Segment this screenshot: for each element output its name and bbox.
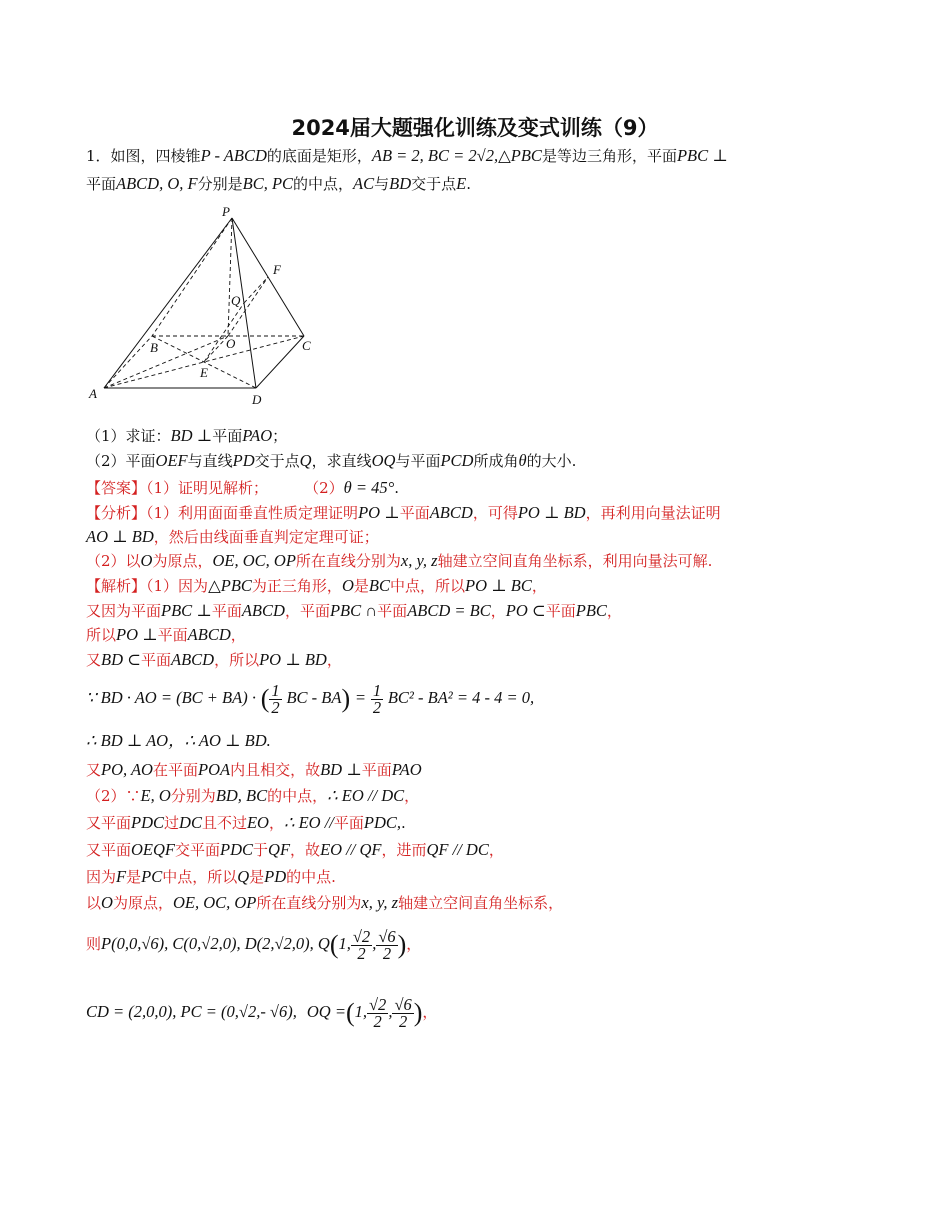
edge-AB — [104, 336, 152, 388]
text: 所以 — [86, 626, 117, 644]
math: ABCD = BC — [407, 601, 491, 620]
text: 平面 — [157, 626, 188, 644]
text: （1）利用面面垂直性质定理证明 — [146, 504, 359, 522]
math: θ = 45° — [343, 478, 395, 497]
numerator: 1 — [271, 680, 280, 700]
paren-open: ( — [329, 930, 339, 959]
text: ，然后由线面垂直判定定理可证； — [153, 528, 379, 546]
math: ∴ EO // — [283, 813, 334, 832]
math: PDC — [220, 840, 254, 859]
edge-PB — [152, 218, 232, 336]
math: ABCD — [170, 650, 215, 669]
text: 平面 — [86, 175, 117, 193]
paren-open: ( — [345, 998, 355, 1027]
math: PO ⊥ BC — [464, 576, 532, 595]
text: 平面 — [140, 651, 171, 669]
label-B: B — [150, 340, 158, 355]
text: 是 — [126, 868, 142, 886]
analysis-line-3 — [86, 551, 712, 571]
text: 以 — [86, 894, 102, 912]
problem-line-2 — [86, 174, 471, 194]
solution-line-4 — [86, 650, 342, 670]
math: PO, AO — [101, 760, 153, 779]
page-title: 2024届大题强化训练及变式训练（9） — [291, 116, 659, 140]
math: OE, OC, OP — [172, 893, 257, 912]
text: 内且相交，故 — [230, 761, 321, 779]
solution-line-11 — [86, 893, 563, 913]
analysis-line-1 — [86, 503, 721, 523]
text: 中点，所以 — [162, 868, 238, 886]
fraction-sqrt2-over-2 — [351, 926, 372, 963]
text: ，平面 — [284, 602, 330, 620]
solution-line-8 — [86, 813, 406, 833]
solution-line-6 — [86, 760, 422, 780]
text: 在平面 — [152, 761, 198, 779]
math: ∴ BD ⊥ AO，∴ AO ⊥ BD. — [86, 731, 271, 750]
math: OE, OC, OP — [212, 551, 296, 570]
text: （2）∵ — [86, 787, 141, 805]
text: ， — [230, 626, 246, 644]
text: 平面 — [545, 602, 576, 620]
solution-line-7 — [86, 786, 419, 806]
text: 是 — [249, 868, 265, 886]
text: . — [401, 814, 406, 832]
text: 为原点， — [152, 552, 213, 570]
fraction-sqrt2-over-2 — [367, 994, 388, 1031]
pyramid-figure — [80, 200, 330, 415]
text: 的底面是矩形， — [266, 147, 372, 165]
solution-vectors — [86, 990, 437, 1035]
paren-close: ) — [413, 998, 423, 1027]
text: 又 — [86, 651, 102, 669]
seg-AO — [104, 336, 228, 388]
answer-line — [86, 478, 399, 498]
text: （2） — [304, 479, 344, 497]
text: 是等边三角形，平面 — [541, 147, 677, 165]
seg-PO — [228, 218, 232, 336]
text: 为正三角形， — [251, 577, 342, 595]
math: PAO — [391, 760, 422, 779]
text: ， — [490, 602, 506, 620]
label-D: D — [252, 392, 262, 407]
label-F: F — [273, 262, 281, 277]
seg-OE — [204, 336, 228, 362]
solution-line-3 — [86, 625, 246, 645]
text: 且不过 — [201, 814, 247, 832]
math: Q — [299, 451, 312, 470]
math: △PBC — [208, 576, 252, 595]
math: PD — [232, 451, 255, 470]
math: OQ = — [306, 1002, 346, 1021]
text: （2）以 — [86, 552, 141, 570]
denominator: 2 — [382, 943, 392, 963]
text: 所在直线分别为 — [295, 552, 401, 570]
question-2 — [86, 451, 576, 471]
text: ， — [406, 935, 422, 953]
text: 所在直线分别为 — [256, 894, 362, 912]
text: 的大小. — [526, 452, 577, 470]
text: ，求直线 — [311, 452, 372, 470]
text: ，可得 — [472, 504, 518, 522]
numerator: 1 — [372, 680, 382, 700]
text: 交于点 — [254, 452, 300, 470]
label-O: O — [226, 336, 236, 351]
text: ， — [422, 1003, 438, 1021]
math: PDC, — [363, 813, 402, 832]
text: 又 — [86, 761, 102, 779]
solution-tag: 【解析】 — [86, 577, 147, 595]
math: PCD — [440, 451, 474, 470]
math: Q — [237, 867, 250, 886]
label-A: A — [89, 386, 97, 401]
text: 平面 — [361, 761, 392, 779]
edge-PA — [104, 218, 232, 388]
math: PO ⊥ — [358, 503, 400, 522]
label-E: E — [200, 365, 208, 380]
math: PBC ⊥ — [676, 146, 728, 165]
text: 平面 — [333, 814, 364, 832]
math: BC, PC — [242, 174, 294, 193]
math: BD, BC — [215, 786, 268, 805]
text: （1）求证： — [86, 427, 171, 445]
math: AB = 2, BC = 2√2,△PBC — [371, 146, 542, 165]
fraction-sqrt6-over-2 — [376, 926, 397, 963]
paren-close: ) — [341, 684, 351, 713]
label-C: C — [302, 338, 311, 353]
numerator: √6 — [394, 994, 412, 1014]
math: PAO — [242, 426, 273, 445]
text: 于 — [253, 841, 269, 859]
label-P: P — [222, 204, 230, 219]
math: QF // DC — [426, 840, 489, 859]
math: BD ⊥ — [170, 426, 213, 445]
math: EO — [246, 813, 269, 832]
text: 轴建立空间直角坐标系， — [398, 894, 564, 912]
paren-open: ( — [260, 684, 270, 713]
math: EO // QF — [320, 840, 382, 859]
text: 交于点 — [411, 175, 457, 193]
edge-DC — [256, 336, 304, 388]
text: 又因为平面 — [86, 602, 162, 620]
text: 的中点， — [267, 787, 328, 805]
math: P - ABCD — [200, 146, 267, 165]
analysis-line-2 — [86, 527, 379, 547]
solution-line-2 — [86, 601, 622, 621]
analysis-tag: 【分析】 — [86, 504, 147, 522]
math: DC — [179, 813, 202, 832]
math: OEQF — [131, 840, 176, 859]
math: BD — [389, 174, 412, 193]
math: O — [140, 551, 153, 570]
math: E, O — [140, 786, 171, 805]
math: PO ⊥ — [116, 625, 158, 644]
math: x, y, z — [400, 551, 438, 570]
math: F — [116, 867, 127, 886]
text: ， — [488, 841, 504, 859]
math: ABCD, O, F — [116, 174, 198, 193]
text: 平面 — [377, 602, 408, 620]
math: PBC — [575, 601, 607, 620]
denominator: 2 — [271, 697, 280, 717]
fraction-half — [269, 680, 281, 717]
text: ，进而 — [381, 841, 427, 859]
text: 平面 — [399, 504, 430, 522]
text: ，故 — [290, 841, 321, 859]
math: O — [341, 576, 354, 595]
solution-line-1 — [86, 576, 547, 596]
text: ，再利用向量法证明 — [585, 504, 721, 522]
text: 与平面 — [395, 452, 441, 470]
text: ， — [606, 602, 622, 620]
math: PD — [264, 867, 287, 886]
math: AO ⊥ BD — [86, 527, 154, 546]
math: BC² - BA² = 4 - 4 = 0, — [387, 688, 535, 707]
text: 交平面 — [175, 841, 221, 859]
text: ， — [326, 651, 342, 669]
text: 又平面 — [86, 841, 132, 859]
math: BD ⊂ — [101, 650, 141, 669]
equation-dot-product — [86, 678, 534, 719]
solution-line-10 — [86, 867, 336, 887]
text: . — [466, 175, 472, 193]
denominator: 2 — [357, 943, 366, 963]
label-Q: Q — [231, 293, 241, 308]
solution-line-9 — [86, 840, 504, 860]
problem-line-1 — [86, 146, 728, 166]
math: OQ — [371, 451, 396, 470]
math: , — [372, 934, 377, 953]
math: = — [354, 688, 367, 707]
numerator: √2 — [352, 926, 371, 946]
math: ∵ BD · AO = (BC + BA) · — [86, 688, 256, 707]
math: O — [101, 893, 113, 912]
math: OEF — [155, 451, 188, 470]
math: PO ⊥ BD — [517, 503, 586, 522]
math: BD ⊥ — [320, 760, 362, 779]
math: PO ⊂ — [505, 601, 546, 620]
text: 又平面 — [86, 814, 132, 832]
text: 中点，所以 — [389, 577, 465, 595]
paren-close: ) — [397, 930, 407, 959]
text: ，所以 — [214, 651, 260, 669]
solution-line-5 — [86, 731, 271, 751]
math: AC — [353, 174, 375, 193]
denominator: 2 — [398, 1011, 408, 1031]
math: x, y, z — [361, 893, 399, 912]
text: （1）证明见解析； — [146, 479, 269, 497]
text: ， — [404, 787, 420, 805]
text: 所成角 — [473, 452, 519, 470]
math: QF — [268, 840, 291, 859]
math: ∴ EO // DC — [327, 786, 405, 805]
seg-QF — [244, 277, 268, 303]
text: 的中点， — [293, 175, 354, 193]
math: CD = (2,0,0), PC = (0,√2,- √6), — [86, 1002, 297, 1021]
solution-coordinates — [86, 922, 421, 967]
math: P(0,0,√6), C(0,√2,0), D(2,√2,0), Q — [101, 934, 330, 953]
math: PBC ⊥ — [161, 601, 212, 620]
text: 轴建立空间直角坐标系，利用向量法可解. — [437, 552, 713, 570]
text: 的中点. — [286, 868, 336, 886]
fraction-half — [371, 680, 383, 717]
question-1 — [86, 426, 287, 446]
text: （2）平面 — [86, 452, 156, 470]
denominator: 2 — [372, 697, 382, 717]
math: ABCD — [429, 503, 473, 522]
text: . — [394, 479, 399, 497]
math: E — [456, 174, 467, 193]
text: 与直线 — [187, 452, 233, 470]
text: 是 — [353, 577, 369, 595]
answer-tag: 【答案】 — [86, 479, 147, 497]
text: （1）因为 — [146, 577, 209, 595]
math: PC — [141, 867, 163, 886]
math: PBC ∩ — [329, 601, 378, 620]
text: ， — [268, 814, 284, 832]
text: 平面 — [212, 427, 243, 445]
math: ABCD — [241, 601, 285, 620]
text: 与 — [374, 175, 390, 193]
math: θ — [518, 451, 527, 470]
fraction-sqrt6-over-2 — [392, 994, 413, 1031]
math: BC — [368, 576, 390, 595]
math: , — [388, 1002, 393, 1021]
text: 为原点， — [112, 894, 173, 912]
text: ， — [531, 577, 547, 595]
text: 因为 — [86, 868, 117, 886]
math: 1, — [338, 934, 351, 953]
denominator: 2 — [373, 1011, 382, 1031]
text: 如图，四棱锥 — [110, 147, 201, 165]
numerator: √2 — [369, 994, 387, 1014]
text: 分别是 — [197, 175, 243, 193]
math: ABCD — [187, 625, 231, 644]
math: 1, — [354, 1002, 367, 1021]
text: 平面 — [211, 602, 242, 620]
math: POA — [197, 760, 231, 779]
math: PO ⊥ BD — [259, 650, 327, 669]
problem-number: 1． — [86, 147, 111, 165]
seg-EQ — [204, 303, 244, 362]
text: 过 — [164, 814, 180, 832]
text: 分别为 — [170, 787, 216, 805]
math: PDC — [131, 813, 165, 832]
math: BC - BA — [286, 688, 342, 707]
numerator: √6 — [378, 926, 396, 946]
text: 则 — [86, 935, 102, 953]
text: ； — [272, 427, 288, 445]
